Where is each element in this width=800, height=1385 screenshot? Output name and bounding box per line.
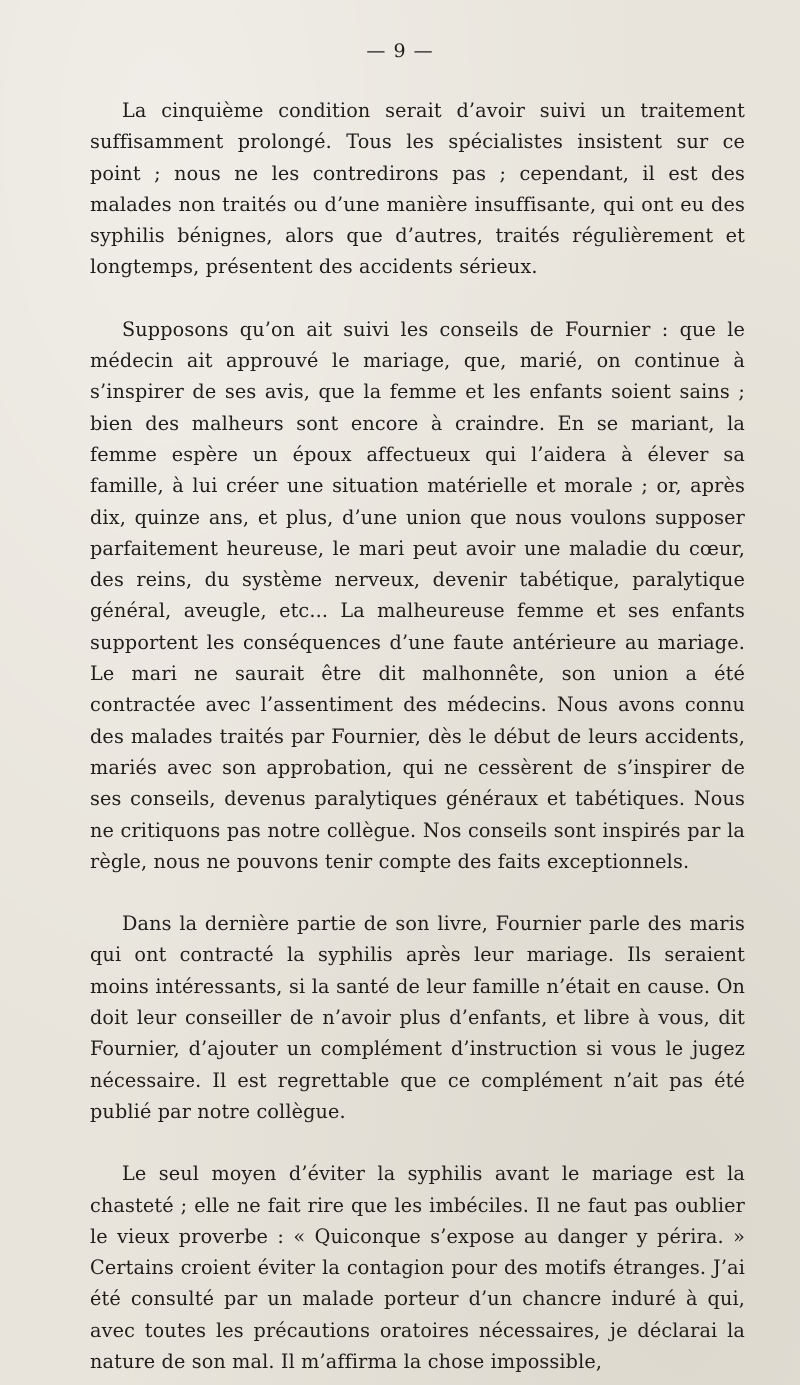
paragraph-1: La cinquième condition serait d’avoir suivi un traitement suffisamment prolongé. Tous les spécialistes insistent sur ce point ; nous ne les contredirons pas ; cependant, il est des malades non traités ou d’une manière insuffisante, qui ont eu des syphilis bénignes, alors que d’autres, traités régulièrement et longtemps, présentent des accidents sérieux. [90, 99, 745, 279]
body-text [90, 95, 745, 1377]
paragraph-3: Dans la dernière partie de son livre, Fournier parle des maris qui ont contracté la syphilis après leur mariage. Ils seraient moins intéressants, si la santé de leur famille n’était en cause. On doit leur conseiller de n’avoir plus d’enfants, et libre à vous, dit Fournier, d’ajouter un complément d’instruction si vous le jugez nécessaire. Il est regrettable que ce complément n’ait pas été publié par notre collègue. [90, 912, 745, 1123]
page-number: — 9 — [366, 40, 434, 62]
paragraph-2: Supposons qu’on ait suivi les conseils de Fournier : que le médecin ait approuvé le mariage, que, marié, on continue à s’inspirer de ses avis, que la femme et les enfants soient sains ; bien des malheurs sont encore à craindre. En se mariant, la femme espère un époux affectueux qui l’aidera à élever sa famille, à lui créer une situation matérielle et morale ; or, après dix, quinze ans, et plus, d’une union que nous voulons supposer parfaitement heureuse, le mari peut avoir une maladie du cœur, des reins, du système nerveux, devenir tabétique, paralytique général, aveugle, etc... La malheureuse femme et ses enfants supportent les conséquences d’une faute antérieure au mariage. Le mari ne saurait être dit malhonnête, son union a été contractée avec l’assentiment des médecins. Nous avons connu des malades traités par Fournier, dès le début de leurs accidents, mariés avec son approbation, qui ne cessèrent de s’inspirer de ses conseils, devenus paralytiques généraux et tabétiques. Nous ne critiquons pas notre collègue. Nos conseils sont inspirés par la règle, nous ne pouvons tenir compte des faits exceptionnels. [90, 317, 745, 873]
paragraph-4: Le seul moyen d’éviter la syphilis avant le mariage est la chasteté ; elle ne fait rire que les imbéciles. Il ne faut pas oublier le vieux proverbe : « Quiconque s’expose au danger y périra. » Certains croient éviter la contagion pour des motifs étranges. J’ai été consulté par un malade porteur d’un chancre induré à qui, avec toutes les précautions oratoires nécessaires, je déclarai la nature de son mal. Il m’affirma la chose impossible, [90, 1162, 745, 1373]
